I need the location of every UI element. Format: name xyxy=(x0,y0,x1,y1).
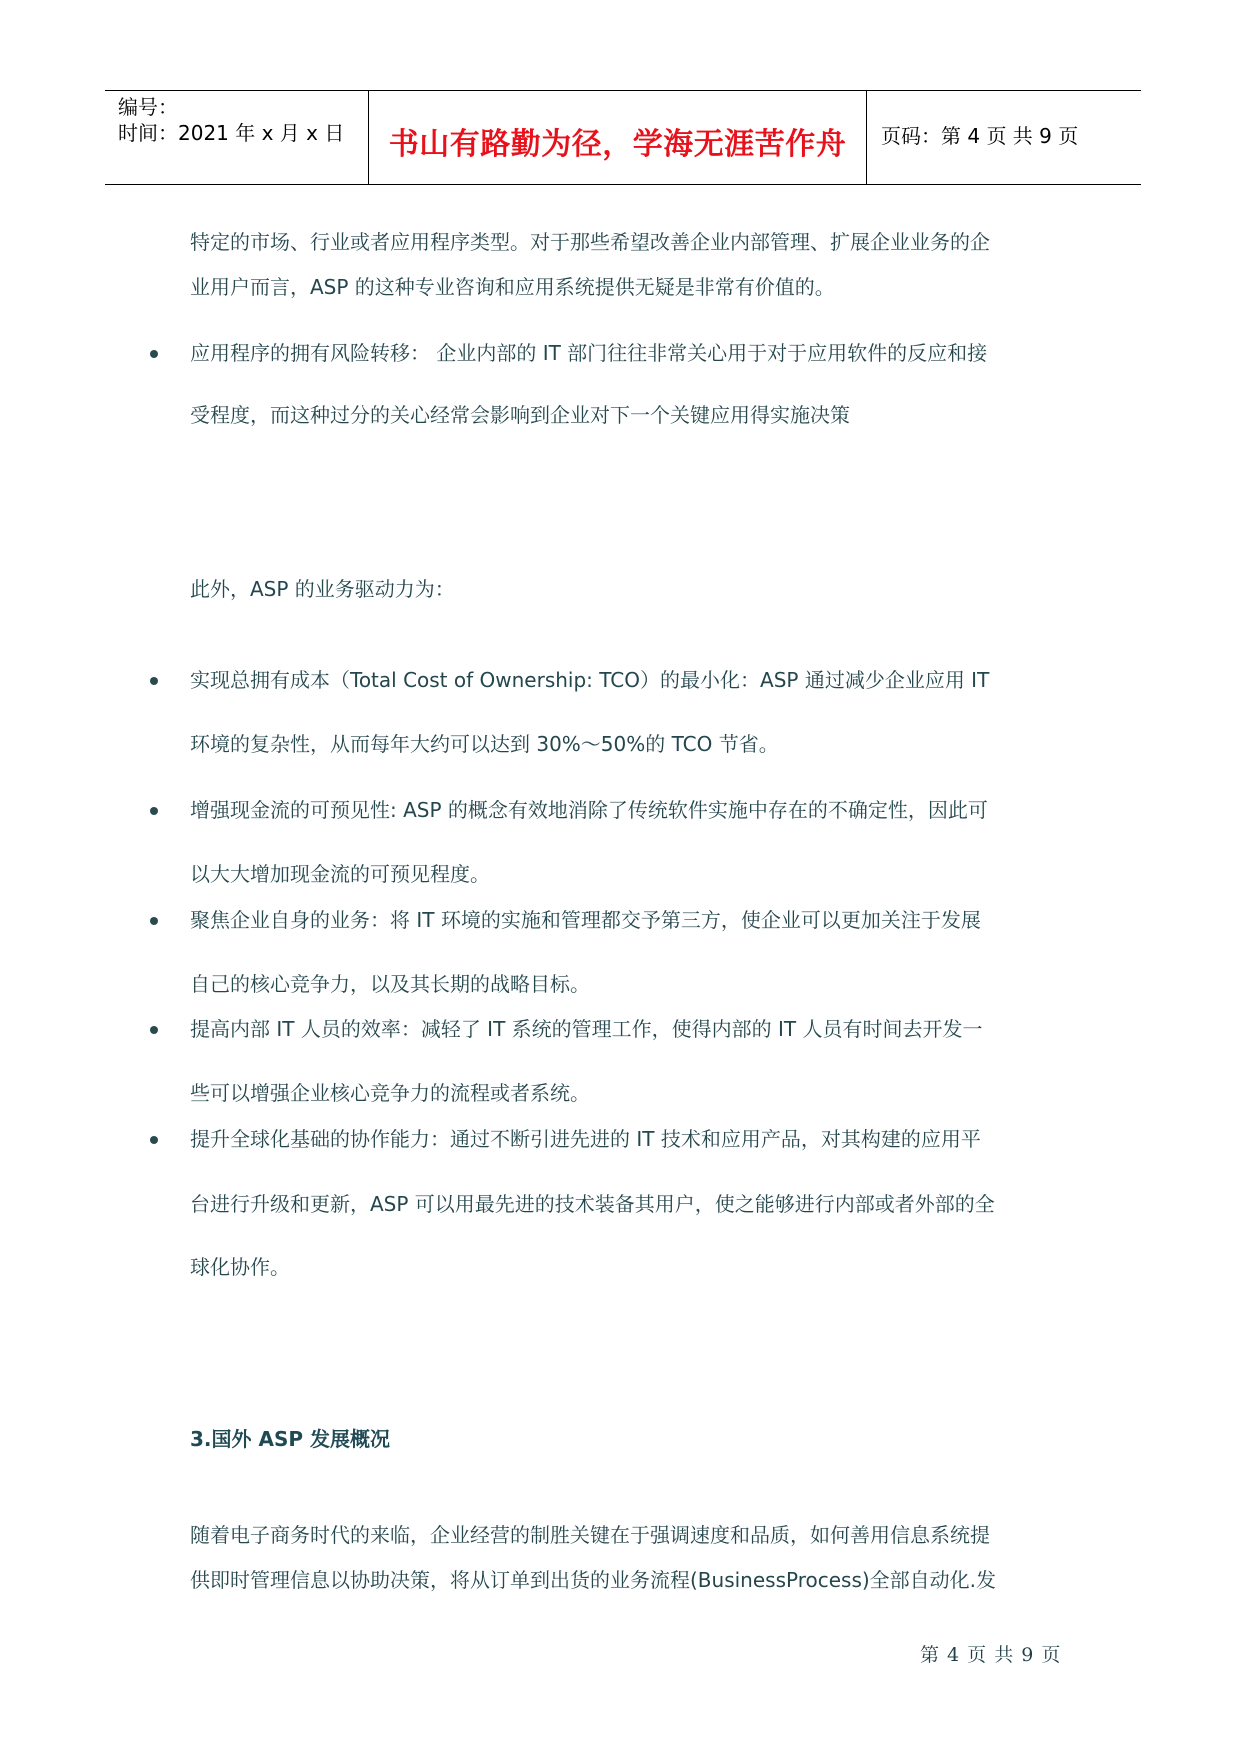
page-footer: 第 4 页 共 9 页 xyxy=(920,1644,1062,1666)
paragraph-line: 特定的市场、行业或者应用程序类型。对于那些希望改善企业内部管理、扩展企业业务的企 xyxy=(190,230,990,254)
document-header xyxy=(105,90,1141,185)
header-page-code: 页码：第 4 页 共 9 页 xyxy=(881,124,1079,148)
bullet-dot xyxy=(150,1026,158,1034)
bullet-text-line: 些可以增强企业核心竞争力的流程或者系统。 xyxy=(190,1081,590,1105)
bullet-text-line: 以大大增加现金流的可预见程度。 xyxy=(190,862,490,886)
bullet-dot xyxy=(150,807,158,815)
bullet-dot xyxy=(150,677,158,685)
motto-text: 书山有路勤为径，学海无涯苦作舟 xyxy=(388,127,847,162)
bullet-text-line: 提高内部 IT 人员的效率：减轻了 IT 系统的管理工作，使得内部的 IT 人员有时间去开发一 xyxy=(190,1017,983,1041)
bullet-text-line: 应用程序的拥有风险转移： 企业内部的 IT 部门往往非常关心用于对于应用软件的反应和接 xyxy=(190,341,988,365)
bullet-dot xyxy=(150,1136,158,1144)
paragraph-line: 供即时管理信息以协助决策，将从订单到出货的业务流程(BusinessProcess)全部自动化.发 xyxy=(190,1568,997,1592)
bullet-text-line: 自己的核心竞争力，以及其长期的战略目标。 xyxy=(190,972,590,996)
bullet-dot xyxy=(150,917,158,925)
doc-time-label: 时间：2021 年 x 月 x 日 xyxy=(118,121,345,145)
header-meta-cell xyxy=(105,91,369,184)
bullet-text-line: 球化协作。 xyxy=(190,1255,290,1279)
section-heading: 3.国外 ASP 发展概况 xyxy=(190,1427,390,1451)
bullet-text-line: 提升全球化基础的协作能力：通过不断引进先进的 IT 技术和应用产品，对其构建的应用平 xyxy=(190,1127,981,1151)
bullet-text-line: 聚焦企业自身的业务：将 IT 环境的实施和管理都交予第三方，使企业可以更加关注于发展 xyxy=(190,908,981,932)
bullet-text-line: 环境的复杂性，从而每年大约可以达到 30%～50%的 TCO 节省。 xyxy=(190,732,779,756)
header-motto-cell xyxy=(369,91,867,184)
bullet-dot xyxy=(150,350,158,358)
header-page-cell xyxy=(867,91,1141,184)
paragraph-line: 随着电子商务时代的来临，企业经营的制胜关键在于强调速度和品质，如何善用信息系统提 xyxy=(190,1523,990,1547)
bullet-text-line: 实现总拥有成本（Total Cost of Ownership: TCO）的最小化：ASP 通过减少企业应用 IT xyxy=(190,668,990,692)
bullet-text-line: 受程度，而这种过分的关心经常会影响到企业对下一个关键应用得实施决策 xyxy=(190,403,850,427)
paragraph-line: 业用户而言，ASP 的这种专业咨询和应用系统提供无疑是非常有价值的。 xyxy=(190,275,835,299)
doc-number-label: 编号： xyxy=(118,95,178,119)
bullet-text-line: 增强现金流的可预见性: ASP 的概念有效地消除了传统软件实施中存在的不确定性，因此可 xyxy=(190,798,988,822)
drivers-intro: 此外，ASP 的业务驱动力为： xyxy=(190,577,455,601)
bullet-text-line: 台进行升级和更新，ASP 可以用最先进的技术装备其用户，使之能够进行内部或者外部的全 xyxy=(190,1192,995,1216)
